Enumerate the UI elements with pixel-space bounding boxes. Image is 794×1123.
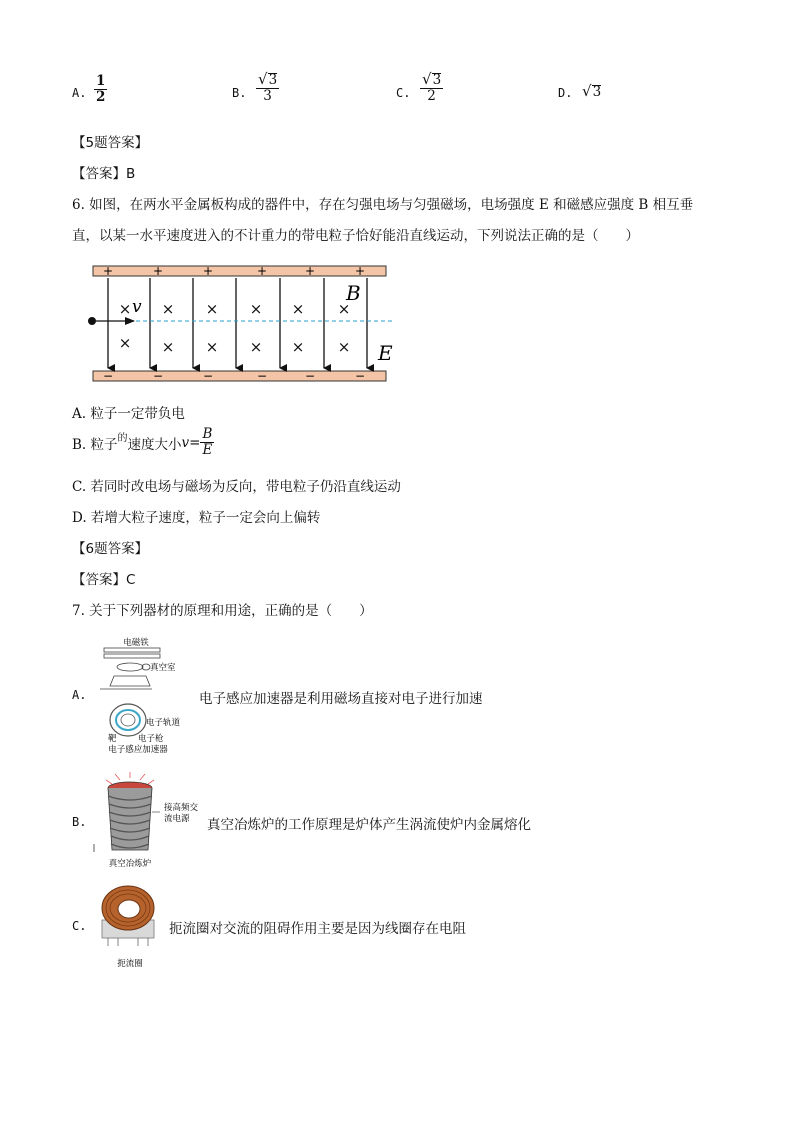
q5-option-b-label: B. [232, 86, 247, 100]
svg-text:×: × [205, 300, 219, 318]
e-field-lines [108, 278, 367, 368]
top-plate [93, 266, 386, 276]
betatron-label-vacuum: 真空室 [150, 663, 176, 673]
svg-text:×: × [161, 300, 175, 318]
plus-sign-2: + [152, 264, 164, 278]
q6-stem-line1: 6. 如图，在两水平金属板构成的器件中，存在匀强电场与匀强磁场，电场强度 E 和磁感应强度 B 相互垂 [72, 197, 694, 213]
q7-stem: 7. 关于下列器材的原理和用途，正确的是（ ） [72, 603, 373, 619]
bottom-plate [93, 371, 386, 381]
q7-option-b-text: 真空冶炼炉的工作原理是炉体产生涡流使炉内金属熔化 [207, 817, 531, 833]
betatron-label-top: 电磁铁 [123, 638, 149, 648]
q6-option-b: B. 粒子 的 速度大小 v = $\frac{B}{E}$ [72, 426, 213, 458]
minus-sign-5: − [304, 369, 316, 383]
betatron-caption: 电子感应加速器 [108, 745, 168, 755]
plus-sign-4: + [256, 264, 268, 278]
svg-text:×: × [337, 300, 351, 318]
q6-answer: 【答案】C [72, 572, 136, 588]
q5-answer-header: 【5题答案】 [72, 135, 149, 151]
plus-sign-1: + [102, 264, 114, 278]
q6-answer-header: 【6题答案】 [72, 541, 149, 557]
choke-coil-figure [96, 882, 170, 970]
q7-option-c-label: C. [72, 919, 87, 933]
svg-text:×: × [161, 338, 175, 356]
q7-option-b-label: B. [72, 815, 87, 829]
q6-stem-line2: 直，以某一水平速度进入的不计重力的带电粒子恰好能沿直线运动，下列说法正确的是（ ） [72, 228, 639, 244]
q7-option-c-text: 扼流圈对交流的阻碍作用主要是因为线圈存在电阻 [169, 921, 466, 937]
q5-option-d-label: D. [558, 86, 573, 100]
betatron-label-orbit: 电子轨道 [146, 718, 181, 728]
furnace-label-source2: 流电源 [164, 814, 190, 824]
label-E: E [378, 341, 393, 365]
svg-text:×: × [291, 338, 305, 356]
svg-text:×: × [205, 338, 219, 356]
svg-text:×: × [249, 338, 263, 356]
plus-sign-5: + [304, 264, 316, 278]
q6-option-d: D. 若增大粒子速度，粒子一定会向上偏转 [72, 510, 321, 526]
svg-text:×: × [337, 338, 351, 356]
svg-text:×: × [291, 300, 305, 318]
betatron-label-gun: 电子枪 [138, 734, 164, 744]
q7-option-a-text: 电子感应加速器是利用磁场直接对电子进行加速 [199, 691, 483, 707]
minus-sign-6: − [354, 369, 366, 383]
q7-option-a-label: A. [72, 688, 87, 702]
plus-sign-3: + [202, 264, 214, 278]
minus-sign-1: − [102, 369, 114, 383]
furnace-caption: 真空冶炼炉 [108, 859, 152, 869]
q5-option-a-fraction: $\frac{1}{2}$ [96, 73, 106, 105]
q5-option-c-fraction: √ 3 2 [422, 70, 442, 104]
minus-sign-4: − [256, 369, 268, 383]
label-B: B [346, 281, 361, 305]
svg-text:×: × [118, 300, 132, 318]
choke-caption: 扼流圈 [117, 959, 143, 969]
svg-text:×: × [249, 300, 263, 318]
plus-sign-6: + [354, 264, 366, 278]
betatron-label-target: 靶 [108, 734, 117, 744]
q6-option-c: C. 若同时改电场与磁场为反向，带电粒子仍沿直线运动 [72, 479, 401, 495]
particle [88, 317, 96, 325]
furnace-label-source1: 接高频交 [164, 803, 199, 813]
q5-option-c-label: C. [396, 86, 411, 100]
svg-text:×: × [118, 334, 132, 352]
q5-option-a-label: A. [72, 86, 87, 100]
label-v: v [132, 297, 142, 317]
b-field-crosses [119, 300, 351, 356]
q6-figure [84, 262, 404, 386]
betatron-figure [98, 634, 202, 756]
q6-option-a: A. 粒子一定带负电 [72, 406, 185, 422]
vacuum-furnace-figure [90, 772, 206, 872]
q5-option-b-fraction: √ 3 3 [258, 70, 278, 104]
minus-sign-3: − [202, 369, 214, 383]
q5-answer: 【答案】B [72, 166, 136, 182]
minus-sign-2: − [152, 369, 164, 383]
q5-option-d-sqrt: √ 3 [582, 82, 602, 100]
